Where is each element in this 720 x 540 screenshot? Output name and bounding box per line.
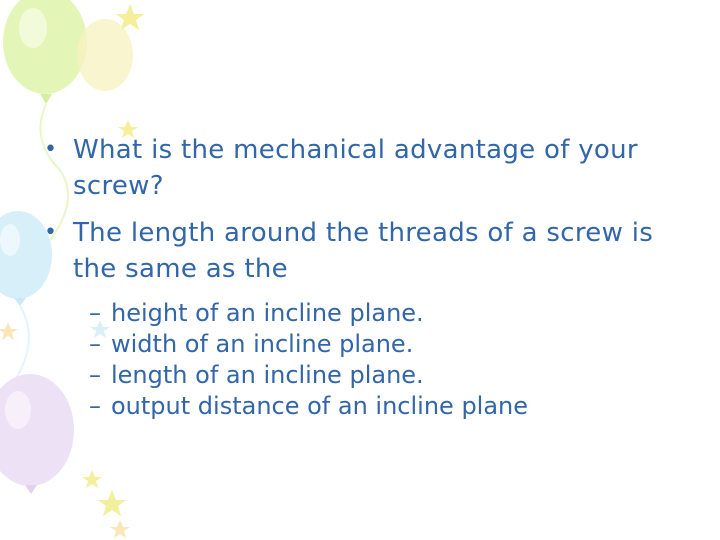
bullet-marker: • xyxy=(44,220,58,245)
yellow-balloon-icon xyxy=(77,19,133,91)
bullet-text: What is the mechanical advantage of your screw? xyxy=(73,135,638,201)
option-item xyxy=(89,391,720,422)
answer-options xyxy=(44,298,704,422)
option-item xyxy=(89,360,720,391)
option-marker: – xyxy=(89,361,101,389)
bullet-text: The length around the threads of a screw is the same as the xyxy=(73,218,654,284)
bullet-item xyxy=(44,132,704,204)
option-marker: – xyxy=(89,330,101,358)
option-text: height of an incline plane. xyxy=(111,299,424,327)
option-text: width of an incline plane. xyxy=(111,330,414,358)
bullet-marker: • xyxy=(44,137,58,162)
option-marker: – xyxy=(89,392,101,420)
option-text: length of an incline plane. xyxy=(111,361,424,389)
option-marker: – xyxy=(89,299,101,327)
slide-content xyxy=(44,132,704,422)
option-text: output distance of an incline plane xyxy=(111,392,529,420)
option-item xyxy=(89,329,720,360)
bullet-item xyxy=(44,215,704,287)
option-item xyxy=(89,298,720,329)
